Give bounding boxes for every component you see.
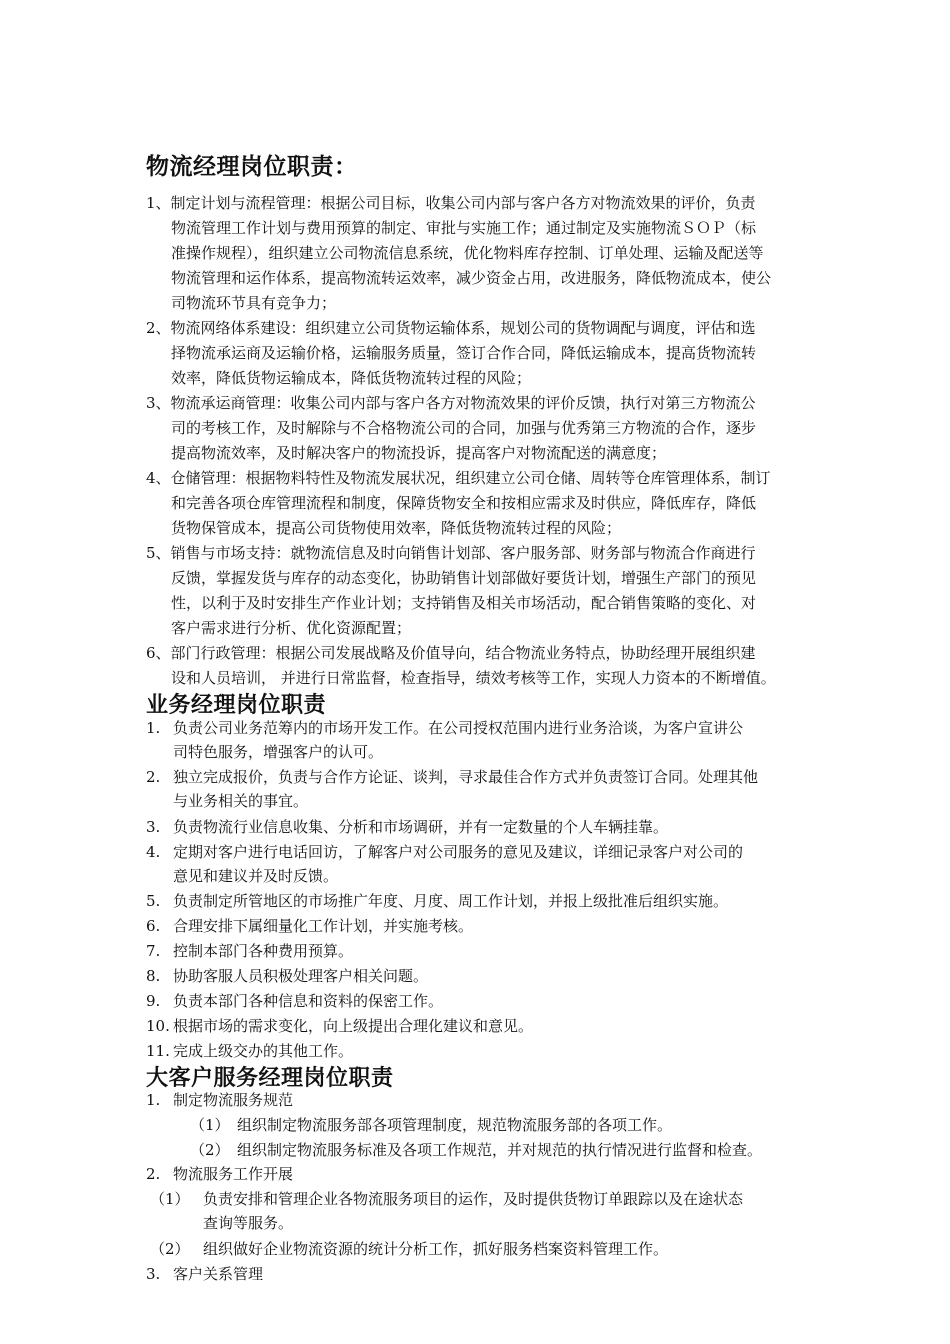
business-item-3-line-1: 负责物流行业信息收集、分析和市场调研，并有一定数量的个人车辆挂靠。 [173, 818, 669, 836]
logistics-item-2-line-3: 效率，降低货物运输成本，降低货物流转过程的风险； [171, 369, 532, 387]
business-item-3-number: 3. [146, 818, 161, 836]
business-title: 业务经理岗位职责 [146, 693, 327, 718]
logistics-item-5-line-1: 5、销售与市场支持：就物流信息及时向销售计划部、客户服务部、财务部与物流合作商进行 [146, 544, 756, 562]
logistics-item-2-line-2: 择物流承运商及运输价格，运输服务质量，签订合作合同，降低运输成本，提高货物流转 [171, 344, 757, 362]
business-item-8-number: 8. [146, 967, 161, 985]
logistics-item-3-line-2: 司的考核工作，及时解除与不合格物流公司的合同，加强与优秀第三方物流的合作，逐步 [171, 419, 757, 437]
key-account-s2-item-2-line-1: 组织做好企业物流资源的统计分析工作，抓好服务档案资料管理工作。 [203, 1240, 669, 1258]
logistics-title: 物流经理岗位职责： [146, 154, 358, 180]
key-account-section-1-number: 1. [146, 1091, 161, 1109]
logistics-item-5-line-4: 客户需求进行分析、优化资源配置； [171, 619, 412, 637]
business-item-9-number: 9. [146, 992, 161, 1010]
logistics-item-4-line-2: 和完善各项仓库管理流程和制度，保障货物安全和按相应需求及时供应，降低库存，降低 [171, 494, 757, 512]
logistics-item-3-line-3: 提高物流效率，及时解决客户的物流投诉，提高客户对物流配送的满意度； [171, 444, 667, 462]
business-item-2-number: 2. [146, 768, 161, 786]
logistics-item-2-line-1: 2、物流网络体系建设：组织建立公司货物运输体系，规划公司的货物调配与调度，评估和选 [146, 319, 756, 337]
logistics-item-4-line-3: 货物保管成本，提高公司货物使用效率，降低货物流转过程的风险； [171, 519, 622, 537]
key-account-section-2-label: 物流服务工作开展 [173, 1165, 294, 1183]
business-item-6-number: 6. [146, 917, 161, 935]
key-account-s1-item-1-number: （1） [190, 1116, 230, 1134]
logistics-item-1-line-3: 准操作规程），组织建立公司物流信息系统，优化物料库存控制、订单处理、运输及配送等 [171, 244, 764, 262]
business-item-1-number: 1. [146, 719, 161, 737]
key-account-s2-item-1-number: （1） [150, 1190, 190, 1208]
key-account-section-3-label: 客户关系管理 [173, 1265, 264, 1283]
business-item-4-line-2: 意见和建议并及时反馈。 [173, 867, 339, 885]
business-item-1-line-2: 司特色服务，增强客户的认可。 [173, 743, 384, 761]
business-item-4-number: 4. [146, 843, 161, 861]
business-item-1-line-1: 负责公司业务范筹内的市场开发工作。在公司授权范围内进行业务洽谈，为客户宣讲公 [173, 719, 744, 737]
business-item-9-line-1: 负责本部门各种信息和资料的保密工作。 [173, 992, 444, 1010]
business-item-7-number: 7. [146, 942, 161, 960]
business-item-7-line-1: 控制本部门各种费用预算。 [173, 942, 354, 960]
logistics-item-1-line-4: 物流管理和运作体系，提高物流转运效率，减少资金占用，改进服务，降低物流成本，使公 [171, 269, 772, 287]
logistics-item-6-line-2: 设和人员培训， 并进行日常监督，检查指导，绩效考核等工作，实现人力资本的不断增值。 [171, 669, 776, 687]
business-item-11-number: 11. [146, 1042, 170, 1060]
key-account-section-1-label: 制定物流服务规范 [173, 1091, 294, 1109]
logistics-item-1-line-5: 司物流环节具有竞争力； [171, 294, 337, 312]
logistics-item-4-line-1: 4、仓储管理：根据物料特性及物流发展状况，组织建立公司仓储、周转等仓库管理体系，制订 [146, 469, 771, 487]
key-account-section-2-number: 2. [146, 1165, 161, 1183]
key-account-s2-item-1-line-2: 查询等服务。 [203, 1214, 294, 1232]
business-item-4-line-1: 定期对客户进行电话回访，了解客户对公司服务的意见及建议，详细记录客户对公司的 [173, 843, 744, 861]
key-account-s2-item-1-line-1: 负责安排和管理企业各物流服务项目的运作，及时提供货物订单跟踪以及在途状态 [203, 1190, 744, 1208]
key-account-s1-item-1-text: 组织制定物流服务部各项管理制度，规范物流服务部的各项工作。 [237, 1116, 673, 1134]
key-account-s2-item-2-number: （2） [150, 1240, 190, 1258]
business-item-5-number: 5. [146, 892, 161, 910]
logistics-item-5-line-3: 性，以利于及时安排生产作业计划；支持销售及相关市场活动，配合销售策略的变化、对 [171, 594, 757, 612]
business-item-2-line-1: 独立完成报价，负责与合作方论证、谈判，寻求最佳合作方式并负责签订合同。处理其他 [173, 768, 759, 786]
key-account-section-3-number: 3. [146, 1265, 161, 1283]
logistics-item-3-line-1: 3、物流承运商管理：收集公司内部与客户各方对物流效果的评价反馈，执行对第三方物流公 [146, 394, 756, 412]
key-account-s1-item-2-text: 组织制定物流服务标准及各项工作规范，并对规范的执行情况进行监督和检查。 [237, 1141, 763, 1159]
logistics-item-1-line-1: 1、制定计划与流程管理：根据公司目标，收集公司内部与客户各方对物流效果的评价，负责 [146, 194, 756, 212]
key-account-title: 大客户服务经理岗位职责 [146, 1066, 394, 1091]
logistics-item-6-line-1: 6、部门行政管理：根据公司发展战略及价值导向，结合物流业务特点，协助经理开展组织建 [146, 644, 756, 662]
business-item-10-line-1: 根据市场的需求变化，向上级提出合理化建议和意见。 [173, 1017, 534, 1035]
key-account-s1-item-2-number: （2） [190, 1141, 230, 1159]
business-item-11-line-1: 完成上级交办的其他工作。 [173, 1042, 354, 1060]
logistics-item-1-line-2: 物流管理工作计划与费用预算的制定、审批与实施工作；通过制定及实施物流ＳＯＰ（标 [171, 219, 757, 237]
business-item-2-line-2: 与业务相关的事宜。 [173, 792, 309, 810]
business-item-8-line-1: 协助客服人员积极处理客户相关问题。 [173, 967, 429, 985]
business-item-6-line-1: 合理安排下属细量化工作计划，并实施考核。 [173, 917, 474, 935]
business-item-10-number: 10. [146, 1017, 170, 1035]
logistics-item-5-line-2: 反馈，掌握发货与库存的动态变化，协助销售计划部做好要货计划，增强生产部门的预见 [171, 569, 757, 587]
business-item-5-line-1: 负责制定所管地区的市场推广年度、月度、周工作计划，并报上级批准后组织实施。 [173, 892, 729, 910]
